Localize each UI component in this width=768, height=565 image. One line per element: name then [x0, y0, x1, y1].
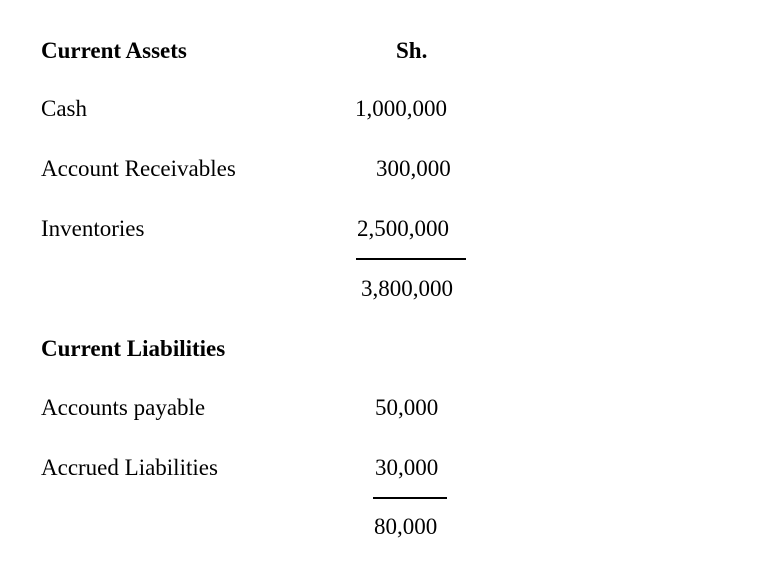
asset-row-inventories [0, 214, 768, 244]
liability-amount: 30,000 [375, 455, 439, 480]
liabilities-total-rule [373, 497, 447, 499]
asset-label: Cash [41, 96, 87, 121]
assets-total-rule [356, 258, 466, 260]
liabilities-total-row [0, 512, 768, 542]
asset-label: Account Receivables [41, 156, 236, 181]
asset-amount: 1,000,000 [355, 96, 447, 121]
assets-total: 3,800,000 [361, 276, 453, 301]
liabilities-heading-row [0, 334, 768, 364]
liability-amount: 50,000 [375, 395, 439, 420]
liability-row-payable [0, 393, 768, 423]
liability-label: Accounts payable [41, 395, 206, 420]
asset-row-cash [0, 94, 768, 124]
assets-total-row [0, 274, 768, 304]
asset-amount: 300,000 [376, 156, 451, 181]
assets-heading: Current Assets [41, 38, 187, 63]
liability-label: Accrued Liabilities [41, 455, 218, 480]
asset-label: Inventories [41, 216, 145, 241]
assets-heading-row [0, 36, 768, 66]
asset-row-receivables [0, 154, 768, 184]
liabilities-heading: Current Liabilities [41, 336, 226, 361]
liability-row-accrued [0, 453, 768, 483]
asset-amount: 2,500,000 [357, 216, 449, 241]
liabilities-total: 80,000 [374, 514, 438, 539]
currency-heading: Sh. [396, 38, 428, 63]
